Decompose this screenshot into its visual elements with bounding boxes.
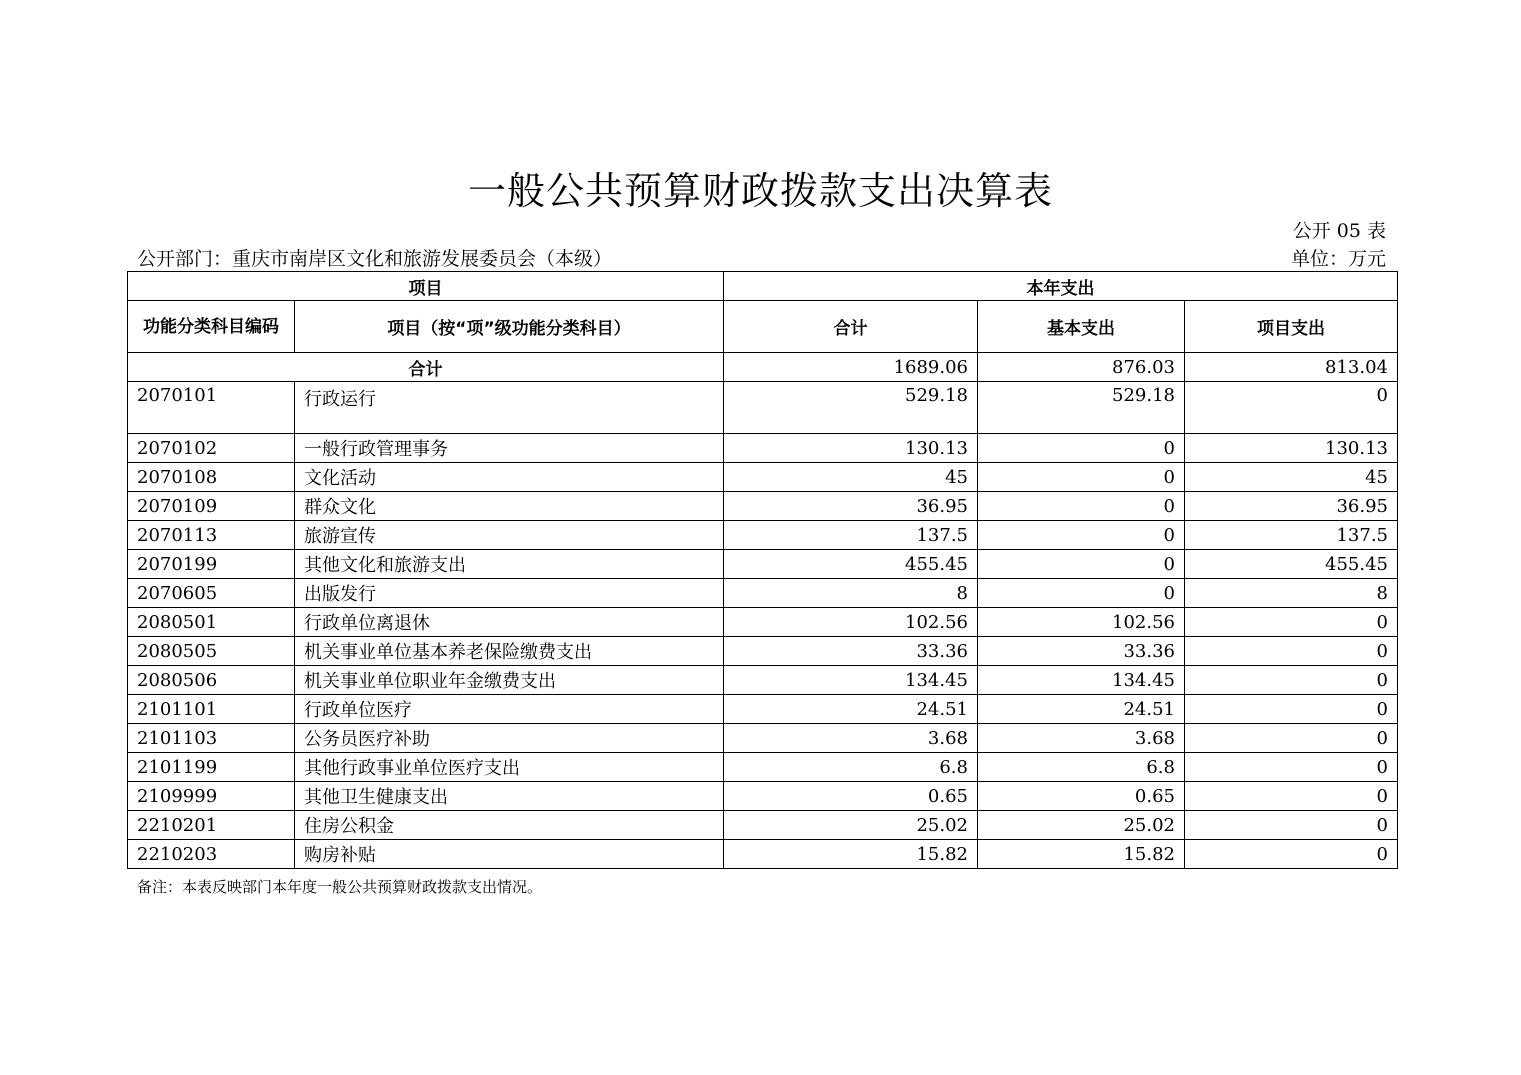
column-header-code: 功能分类科目编码 bbox=[128, 301, 295, 353]
total-row-label: 合计 bbox=[128, 353, 724, 382]
header-group-expenditure: 本年支出 bbox=[724, 272, 1398, 301]
row-code: 2070113 bbox=[128, 521, 295, 550]
row-name: 旅游宣传 bbox=[295, 521, 724, 550]
row-name: 一般行政管理事务 bbox=[295, 434, 724, 463]
column-header-total: 合计 bbox=[724, 301, 978, 353]
row-project: 36.95 bbox=[1185, 492, 1398, 521]
row-basic: 0.65 bbox=[978, 782, 1185, 811]
row-name: 其他行政事业单位医疗支出 bbox=[295, 753, 724, 782]
total-row-basic: 876.03 bbox=[978, 353, 1185, 382]
row-name: 行政单位离退休 bbox=[295, 608, 724, 637]
row-project: 0 bbox=[1185, 382, 1398, 434]
row-name: 机关事业单位基本养老保险缴费支出 bbox=[295, 637, 724, 666]
total-row bbox=[128, 353, 1398, 382]
row-basic: 102.56 bbox=[978, 608, 1185, 637]
row-basic: 0 bbox=[978, 434, 1185, 463]
table-row bbox=[128, 492, 1398, 521]
row-name: 行政单位医疗 bbox=[295, 695, 724, 724]
header-column-row bbox=[128, 301, 1398, 353]
row-project: 0 bbox=[1185, 811, 1398, 840]
row-code: 2101199 bbox=[128, 753, 295, 782]
row-total: 33.36 bbox=[724, 637, 978, 666]
row-code: 2070102 bbox=[128, 434, 295, 463]
row-code: 2080506 bbox=[128, 666, 295, 695]
row-project: 137.5 bbox=[1185, 521, 1398, 550]
row-total: 25.02 bbox=[724, 811, 978, 840]
table-row bbox=[128, 579, 1398, 608]
row-total: 0.65 bbox=[724, 782, 978, 811]
table-row bbox=[128, 724, 1398, 753]
row-project: 0 bbox=[1185, 695, 1398, 724]
row-name: 群众文化 bbox=[295, 492, 724, 521]
row-code: 2070109 bbox=[128, 492, 295, 521]
table-row bbox=[128, 753, 1398, 782]
table-row bbox=[128, 550, 1398, 579]
row-basic: 15.82 bbox=[978, 840, 1185, 869]
table-row bbox=[128, 782, 1398, 811]
row-basic: 3.68 bbox=[978, 724, 1185, 753]
header-group-item: 项目 bbox=[128, 272, 724, 301]
row-name: 住房公积金 bbox=[295, 811, 724, 840]
row-project: 0 bbox=[1185, 666, 1398, 695]
row-project: 455.45 bbox=[1185, 550, 1398, 579]
row-project: 0 bbox=[1185, 753, 1398, 782]
row-total: 24.51 bbox=[724, 695, 978, 724]
row-total: 102.56 bbox=[724, 608, 978, 637]
row-name: 购房补贴 bbox=[295, 840, 724, 869]
row-name: 其他卫生健康支出 bbox=[295, 782, 724, 811]
page-title: 一般公共预算财政拨款支出决算表 bbox=[467, 169, 1053, 213]
row-total: 45 bbox=[724, 463, 978, 492]
column-header-name: 项目（按“项”级功能分类科目） bbox=[295, 301, 724, 353]
row-name: 出版发行 bbox=[295, 579, 724, 608]
row-name: 其他文化和旅游支出 bbox=[295, 550, 724, 579]
row-basic: 0 bbox=[978, 579, 1185, 608]
row-total: 137.5 bbox=[724, 521, 978, 550]
row-code: 2070101 bbox=[128, 382, 295, 434]
row-total: 36.95 bbox=[724, 492, 978, 521]
row-project: 130.13 bbox=[1185, 434, 1398, 463]
row-total: 134.45 bbox=[724, 666, 978, 695]
row-name: 机关事业单位职业年金缴费支出 bbox=[295, 666, 724, 695]
row-code: 2080505 bbox=[128, 637, 295, 666]
department-label: 公开部门：重庆市南岸区文化和旅游发展委员会（本级） bbox=[137, 248, 613, 270]
total-row-project: 813.04 bbox=[1185, 353, 1398, 382]
table-row bbox=[128, 811, 1398, 840]
row-basic: 134.45 bbox=[978, 666, 1185, 695]
table-row bbox=[128, 463, 1398, 492]
row-total: 455.45 bbox=[724, 550, 978, 579]
row-project: 0 bbox=[1185, 724, 1398, 753]
table-row bbox=[128, 637, 1398, 666]
row-basic: 0 bbox=[978, 463, 1185, 492]
table-row bbox=[128, 382, 1398, 434]
header-group-row bbox=[128, 272, 1398, 301]
row-project: 0 bbox=[1185, 782, 1398, 811]
row-code: 2210201 bbox=[128, 811, 295, 840]
row-code: 2080501 bbox=[128, 608, 295, 637]
row-basic: 24.51 bbox=[978, 695, 1185, 724]
column-header-basic: 基本支出 bbox=[978, 301, 1185, 353]
table-row bbox=[128, 521, 1398, 550]
row-project: 0 bbox=[1185, 608, 1398, 637]
row-code: 2070605 bbox=[128, 579, 295, 608]
row-name: 公务员医疗补助 bbox=[295, 724, 724, 753]
row-basic: 6.8 bbox=[978, 753, 1185, 782]
table-row bbox=[128, 608, 1398, 637]
row-code: 2101101 bbox=[128, 695, 295, 724]
row-total: 130.13 bbox=[724, 434, 978, 463]
row-code: 2101103 bbox=[128, 724, 295, 753]
row-basic: 529.18 bbox=[978, 382, 1185, 434]
row-basic: 0 bbox=[978, 521, 1185, 550]
row-basic: 0 bbox=[978, 550, 1185, 579]
column-header-project: 项目支出 bbox=[1185, 301, 1398, 353]
row-total: 8 bbox=[724, 579, 978, 608]
row-name: 文化活动 bbox=[295, 463, 724, 492]
row-project: 0 bbox=[1185, 637, 1398, 666]
table-row bbox=[128, 666, 1398, 695]
form-number: 公开 05 表 bbox=[1292, 220, 1386, 242]
row-code: 2109999 bbox=[128, 782, 295, 811]
row-project: 8 bbox=[1185, 579, 1398, 608]
table-row bbox=[128, 434, 1398, 463]
row-project: 45 bbox=[1185, 463, 1398, 492]
total-row-total: 1689.06 bbox=[724, 353, 978, 382]
row-basic: 0 bbox=[978, 492, 1185, 521]
table-row bbox=[128, 695, 1398, 724]
row-total: 15.82 bbox=[724, 840, 978, 869]
row-total: 6.8 bbox=[724, 753, 978, 782]
row-code: 2070108 bbox=[128, 463, 295, 492]
row-code: 2070199 bbox=[128, 550, 295, 579]
row-project: 0 bbox=[1185, 840, 1398, 869]
row-name: 行政运行 bbox=[295, 382, 724, 434]
row-code: 2210203 bbox=[128, 840, 295, 869]
row-total: 3.68 bbox=[724, 724, 978, 753]
table-row bbox=[128, 840, 1398, 869]
row-total: 529.18 bbox=[724, 382, 978, 434]
footnote: 备注：本表反映部门本年度一般公共预算财政拨款支出情况。 bbox=[137, 878, 543, 896]
row-basic: 25.02 bbox=[978, 811, 1185, 840]
budget-table bbox=[127, 271, 1398, 869]
unit-label: 单位：万元 bbox=[1290, 248, 1386, 270]
row-basic: 33.36 bbox=[978, 637, 1185, 666]
